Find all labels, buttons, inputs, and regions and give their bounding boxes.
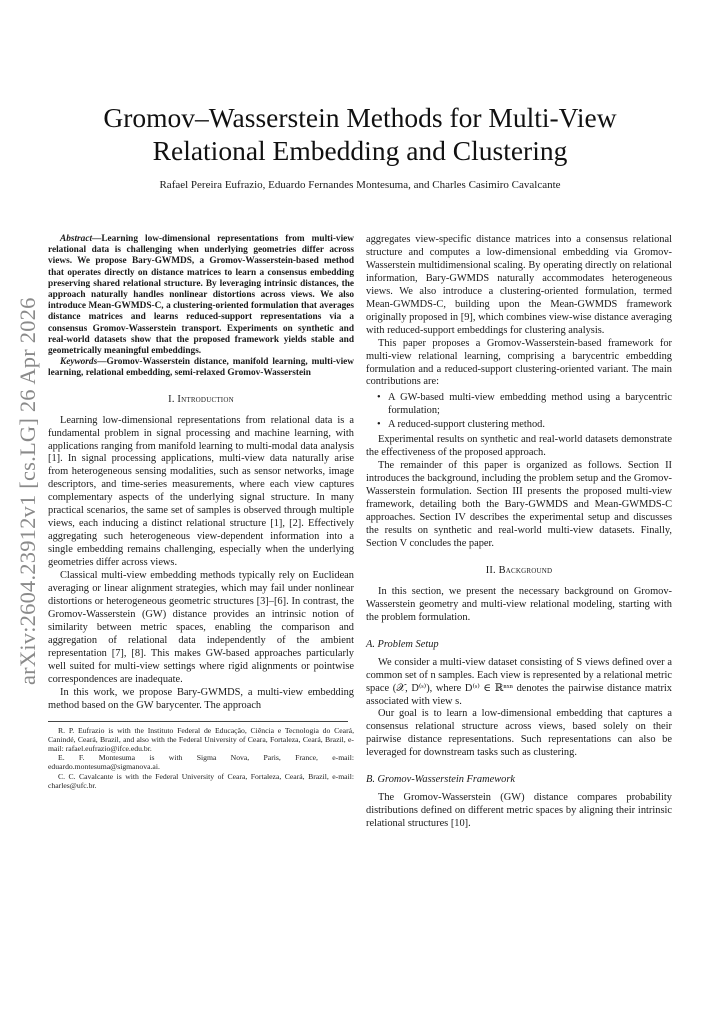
title-line-1: Gromov–Wasserstein Methods for Multi-View — [103, 102, 617, 133]
section-number: II. — [485, 564, 499, 576]
keywords — [48, 357, 354, 379]
right-column — [366, 234, 672, 831]
footnote-divider — [48, 721, 348, 722]
subsection-heading-problem-setup: A. Problem Setup — [366, 638, 439, 650]
subsection-heading-gw-framework: B. Gromov-Wasserstein Framework — [366, 774, 516, 786]
intro-paragraph-results: Experimental results on synthetic and real-world datasets demonstrate the effectiveness of the proposed approach. — [366, 434, 672, 459]
footnote-cavalcante: C. C. Cavalcante is with the Federal University of Ceara, Fortaleza, Ceará, Brazil, e-mail: charles@ufc.br. — [48, 771, 354, 790]
footnote-eufrazio: R. P. Eufrazio is with the Instituto Federal de Educação, Ciência e Tecnologia do Ceará, Canindé, Ceará, Brazil, and also with the Federal University of Ceara, Fortaleza, Ceará, Brazil, e-mail: rafael.eufrazio@ifce.edu.br. — [48, 725, 354, 753]
abstract-text: —Learning low-dimensional representations from multi-view relational data is challenging when underlying geometries differ across views. We propose Bary-GWMDS, a Gromov-Wasserstein-based method that operates directly on distance matrices to learn a consensus embedding preserving shared relational structure. By leveraging intrinsic distances, the approach naturally handles nonlinear distortions across views. We also introduce Mean-GWMDS-C, a clustering-oriented formulation that averages distance matrices and learns reduced-support representations via a consensus Gromov-Wasserstein transport. Experiments on synthetic and real-world datasets show that the proposed framework yields stable and geometrically meaningful embeddings. — [48, 234, 354, 357]
gw-paragraph-1: The Gromov-Wasserstein (GW) distance compares probability distributions defined on different metric spaces by aligning their intrinsic relational structures [10]. — [366, 792, 672, 830]
paper-title — [60, 101, 660, 167]
keywords-text: —Gromov-Wasserstein distance, manifold learning, multi-view learning, relational embedding, semi-relaxed Gromov-Wasserstein — [48, 357, 354, 379]
intro-paragraph-1: Learning low-dimensional representations from relational data is a fundamental problem in signal processing and machine learning, with applications ranging from manifold learning to multi-modal data analysis [1]. In signal processing applications, multi-view data naturally arise from heterogeneous sensing modalities, such as sensor networks, image descriptors, and time-series measurements, where each view captures complementary aspects of the underlying signal structure. In many practical scenarios, the same set of samples is observed through multiple views, each inducing a distinct relational structure [1], [2]. Effectively aggregating such heterogeneous view-dependent information into a single embedding remains challenging, especially when the underlying geometries differ across views. — [48, 414, 354, 569]
background-paragraph: In this section, we present the necessary background on Gromov-Wasserstein geometry and multi-view relational modeling, starting with the problem formulation. — [366, 585, 672, 623]
section-title: Introduction — [177, 393, 234, 405]
author-list: Rafael Pereira Eufrazio, Eduardo Fernandes Montesuma, and Charles Casimiro Cavalcante — [159, 179, 561, 191]
footnote-montesuma: E. F. Montesuma is with Sigma Nova, Paris, France, e-mail: eduardo.montesuma@sigmanova.ai. — [48, 753, 354, 772]
section-number: I. — [168, 393, 178, 405]
list-item: • A GW-based multi-view embedding method using a barycentric formulation; — [377, 392, 672, 418]
intro-continuation: aggregates view-specific distance matrices into a consensus relational structure and computes a low-dimensional embedding via Gromov-Wasserstein multidimensional scaling. By operating directly on relational information, Bary-GWMDS naturally accommodates heterogeneous views. We also introduce a clustering-oriented formulation, termed Mean-GWMDS-C, building upon the Mean-GWMDS framework originally proposed in [9], which combines view-wise distance averaging with reduced-support embeddings for clustering analysis. — [366, 234, 672, 336]
section-heading-background — [366, 565, 672, 578]
contributions-list — [366, 392, 672, 432]
left-column — [48, 234, 354, 790]
intro-paragraph-3: In this work, we propose Bary-GWMDS, a multi-view embedding method based on the GW barycenter. The approach — [48, 686, 354, 711]
arxiv-identifier: arXiv:2604.23912v1 [cs.LG] 26 Apr 2026 — [15, 297, 40, 685]
intro-paragraph-2: Classical multi-view embedding methods typically rely on Euclidean averaging or linear alignment strategies, which may fail under nonlinear distortions or heterogeneous geometric structures [3]–[6]. In contrast, the Gromov-Wasserstein (GW) distance provides an intrinsic notion of similarity between metric spaces, enabling the comparison and aggregation of relational data independently of the ambient representation [7], [8]. This makes GW-based approaches particularly well suited for multi-view settings where rigid alignments or pointwise correspondences are inadequate. — [48, 570, 354, 685]
setup-paragraph-2: Our goal is to learn a low-dimensional embedding that captures a consensus relational structure across views, based solely on their pairwise distance representations. Such representations can also be leveraged for downstream tasks such as clustering. — [366, 708, 672, 759]
intro-paragraph-framework: This paper proposes a Gromov-Wasserstein-based framework for multi-view relational learning, comprising a barycentric embedding formulation and a reduced-support clustering-oriented variant. The main contributions are: — [366, 337, 672, 388]
author-footnotes — [48, 726, 354, 790]
section-title: Background — [498, 564, 553, 576]
setup-paragraph-1: We consider a multi-view dataset consisting of S views defined over a common set of n samples. Each view is represented by a relational metric space (𝒳, D⁽ˢ⁾), where D⁽ˢ⁾ ∈ ℝⁿˣⁿ denotes the pairwise distance matrix associated with view s. — [366, 656, 672, 707]
intro-paragraph-organization: The remainder of this paper is organized as follows. Section II introduces the background, including the problem setup and the Gromov-Wasserstein formulation. Section III presents the proposed multi-view framework, detailing both the Bary-GWMDS and Mean-GWMDS-C approaches. Section IV describes the experimental setup and discusses the results on synthetic and real-world multi-view datasets. Finally, Section V concludes the paper. — [366, 460, 672, 549]
keywords-label: Keywords — [60, 357, 98, 368]
list-item: • A reduced-support clustering method. — [377, 419, 672, 432]
title-line-2: Relational Embedding and Clustering — [152, 135, 568, 166]
section-heading-introduction — [48, 394, 354, 407]
abstract-label: Abstract — [60, 234, 93, 244]
abstract — [48, 234, 354, 357]
